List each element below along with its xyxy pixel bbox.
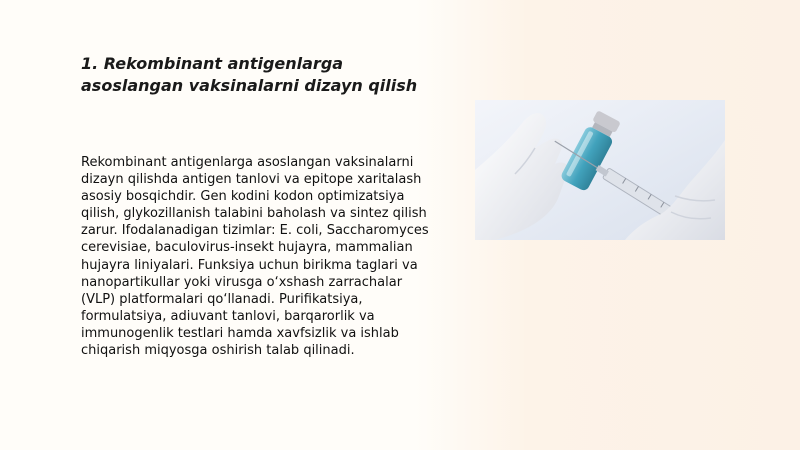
slide-body-text: Rekombinant antigenlarga asoslangan vaksinalarni dizayn qilishda antigen tanlovi va epitope xaritalash asosiy bosqichdir. Gen kodini kodon optimizatsiya qilish, glykozillanish talabini baholash va sintez qilish zarur. Ifodalanadigan tizimlar: E. coli, Saccharomyces cerevisiae, baculovirus-insekt hujayra, mammalian hujayra liniyalari. Funksiya uchun birikma taglari va nanopartikullar yoki virusga o‘xshash zarrachalar (VLP) platformalari qo‘llanadi. Purifikatsiya, formulatsiya, adiuvant tanlovi, barqarorlik va immunogenlik testlari hamda xavfsizlik va ishlab chiqarish miqyosga oshirish talab qilinadi.: [81, 155, 429, 359]
vaccine-syringe-illustration: [475, 100, 725, 240]
vaccine-syringe-photo: [475, 100, 725, 240]
slide-title: 1. Rekombinant antigenlarga asoslangan vaksinalarni dizayn qilish: [81, 54, 418, 95]
